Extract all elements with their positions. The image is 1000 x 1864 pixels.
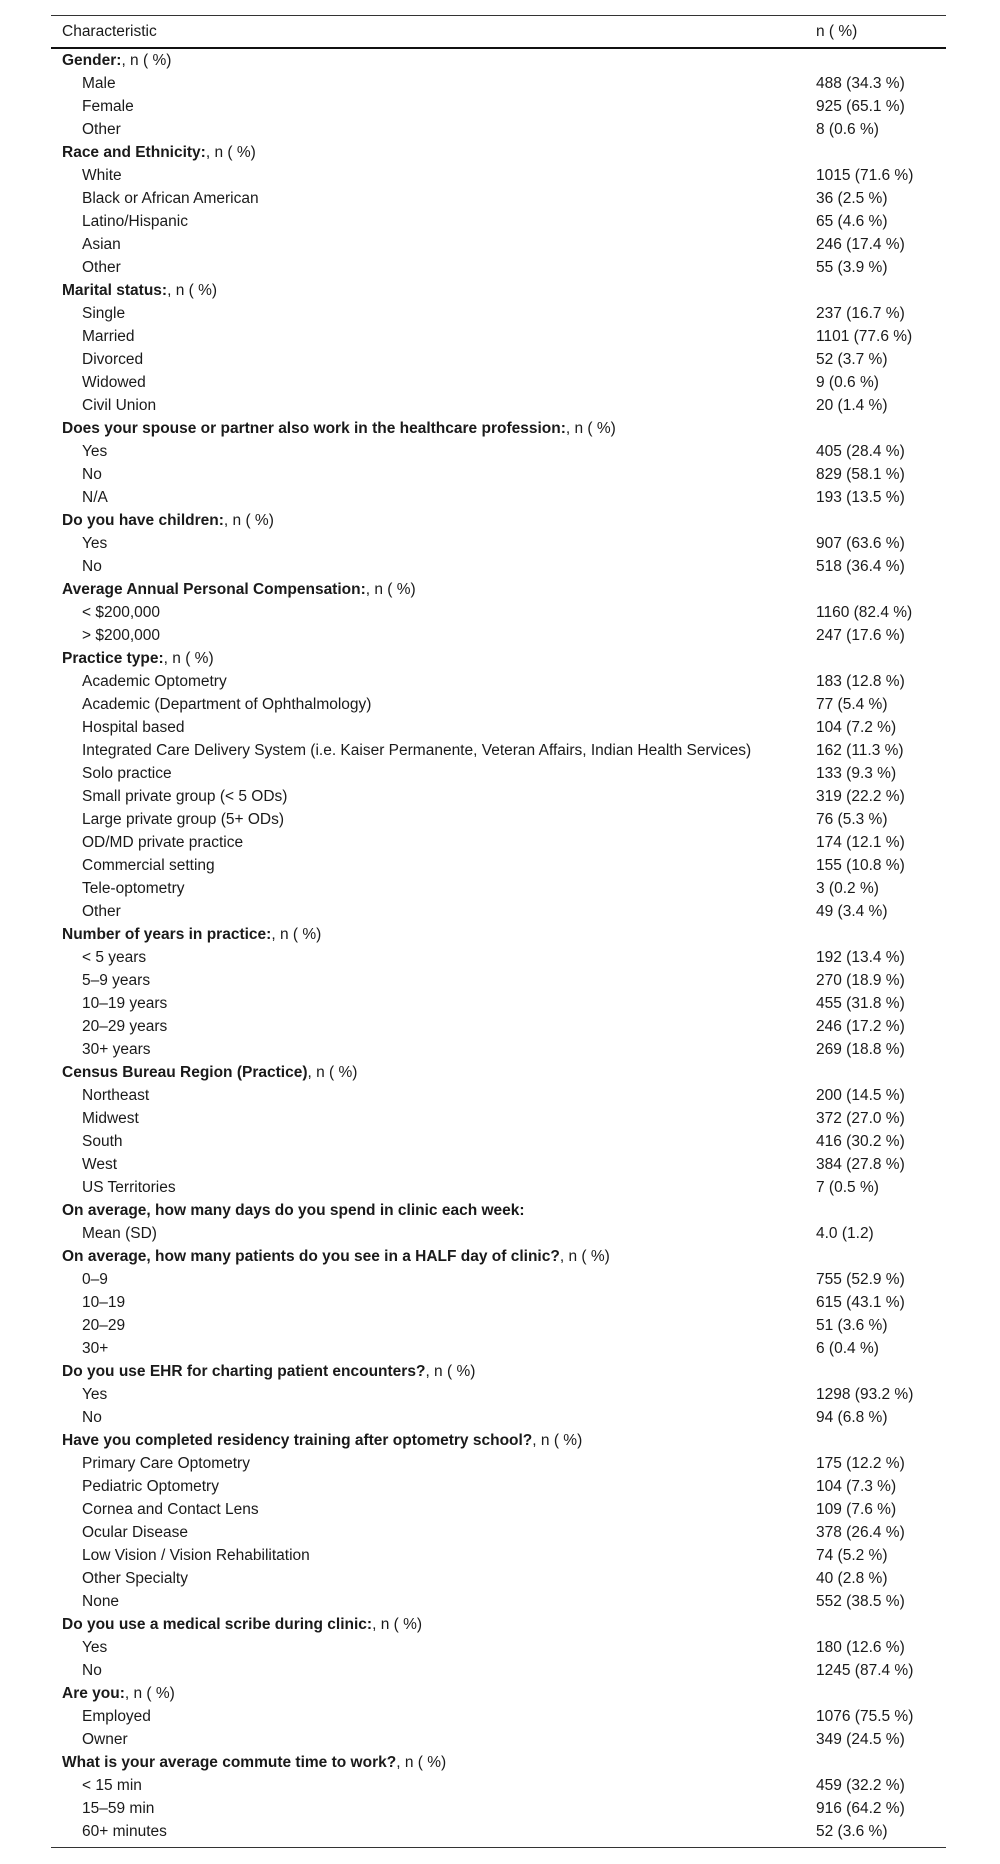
row-label: Male (82, 75, 116, 92)
table-row (51, 486, 946, 509)
section-title-cell (51, 141, 811, 164)
table-row (51, 1728, 946, 1751)
section-title-cell (51, 417, 811, 440)
table-row (51, 1521, 946, 1544)
row-value: 378 (26.4 %) (816, 1524, 905, 1541)
section-header-row (51, 1199, 946, 1222)
table-row (51, 1222, 946, 1245)
section-title-cell (51, 1061, 811, 1084)
section-header-row (51, 509, 946, 532)
table-row (51, 1567, 946, 1590)
row-value: 36 (2.5 %) (816, 190, 888, 207)
table-row (51, 1636, 946, 1659)
row-label: Owner (82, 1731, 128, 1748)
row-label: OD/MD private practice (82, 834, 244, 851)
table-row (51, 900, 946, 923)
row-label: Solo practice (82, 765, 172, 782)
row-label: Yes (82, 535, 108, 552)
row-label: Other (82, 259, 121, 276)
table-row (51, 1337, 946, 1360)
row-label: < 5 years (82, 949, 147, 966)
section-title: Marital status: (62, 282, 168, 299)
section-title: Census Bureau Region (Practice) (62, 1064, 308, 1081)
row-value: 455 (31.8 %) (816, 995, 905, 1012)
section-title: Do you have children: (62, 512, 224, 529)
section-title: Number of years in practice: (62, 926, 272, 943)
row-value: 405 (28.4 %) (816, 443, 905, 460)
table-row (51, 1015, 946, 1038)
section-header-row (51, 141, 946, 164)
table-row (51, 463, 946, 486)
table-row (51, 1820, 946, 1843)
row-value: 77 (5.4 %) (816, 696, 888, 713)
section-suffix: , n ( %) (559, 1248, 610, 1265)
header-characteristic: Characteristic (62, 22, 157, 40)
row-value: 65 (4.6 %) (816, 213, 888, 230)
row-value: 552 (38.5 %) (816, 1593, 905, 1610)
section-title-cell (51, 49, 811, 72)
table-row (51, 1544, 946, 1567)
table-row (51, 831, 946, 854)
table-row (51, 325, 946, 348)
row-label: 30+ years (82, 1041, 151, 1058)
row-value: 1101 (77.6 %) (816, 328, 913, 345)
row-label: 10–19 years (82, 995, 168, 1012)
row-label: Married (82, 328, 135, 345)
table-row (51, 1314, 946, 1337)
section-title-cell (51, 1245, 811, 1268)
section-header-row (51, 1245, 946, 1268)
row-value: 6 (0.4 %) (816, 1340, 879, 1357)
section-title-cell (51, 279, 811, 302)
row-value: 183 (12.8 %) (816, 673, 905, 690)
table-row (51, 1038, 946, 1061)
section-title: On average, how many days do you spend in clinic each week: (62, 1202, 525, 1219)
table-row (51, 1383, 946, 1406)
row-value: 4.0 (1.2) (816, 1225, 874, 1242)
row-value: 133 (9.3 %) (816, 765, 897, 782)
row-value: 200 (14.5 %) (816, 1087, 905, 1104)
section-title-cell (51, 1682, 811, 1705)
row-value: 755 (52.9 %) (816, 1271, 905, 1288)
section-suffix: , n ( %) (365, 581, 416, 598)
table-row (51, 1590, 946, 1613)
table-row (51, 1107, 946, 1130)
row-value: 76 (5.3 %) (816, 811, 888, 828)
row-label: Large private group (5+ ODs) (82, 811, 285, 828)
row-value: 488 (34.3 %) (816, 75, 905, 92)
section-title: Do you use EHR for charting patient encounters? (62, 1363, 426, 1380)
row-label: 30+ (82, 1340, 109, 1357)
table-row (51, 440, 946, 463)
table-row (51, 233, 946, 256)
row-label: Cornea and Contact Lens (82, 1501, 259, 1518)
row-label: US Territories (82, 1179, 176, 1196)
section-header-row (51, 923, 946, 946)
row-label: South (82, 1133, 123, 1150)
table-row (51, 1084, 946, 1107)
row-value: 907 (63.6 %) (816, 535, 905, 552)
row-label: Northeast (82, 1087, 150, 1104)
table-row (51, 1774, 946, 1797)
table-row (51, 946, 946, 969)
row-value: 1015 (71.6 %) (816, 167, 914, 184)
row-value: 49 (3.4 %) (816, 903, 888, 920)
row-label: West (82, 1156, 118, 1173)
row-value: 109 (7.6 %) (816, 1501, 897, 1518)
table-header (51, 16, 946, 49)
row-value: 3 (0.2 %) (816, 880, 879, 897)
row-label: Midwest (82, 1110, 139, 1127)
row-label: Female (82, 98, 134, 115)
row-value: 269 (18.8 %) (816, 1041, 905, 1058)
row-value: 55 (3.9 %) (816, 259, 888, 276)
row-label: Other (82, 903, 121, 920)
row-label: Civil Union (82, 397, 157, 414)
row-label: Other Specialty (82, 1570, 188, 1587)
section-suffix: , n ( %) (565, 420, 616, 437)
section-title: Practice type: (62, 650, 164, 667)
table-row (51, 716, 946, 739)
row-label: Single (82, 305, 126, 322)
row-label: No (82, 1409, 102, 1426)
table-row (51, 1452, 946, 1475)
row-value: 247 (17.6 %) (816, 627, 905, 644)
row-value: 104 (7.2 %) (816, 719, 897, 736)
table-row (51, 1659, 946, 1682)
section-header-row (51, 1360, 946, 1383)
section-header-row (51, 1751, 946, 1774)
table-row (51, 1153, 946, 1176)
row-value: 349 (24.5 %) (816, 1731, 905, 1748)
row-label: 20–29 years (82, 1018, 168, 1035)
row-label: Tele-optometry (82, 880, 185, 897)
table-row (51, 118, 946, 141)
table-row (51, 1705, 946, 1728)
table-row (51, 72, 946, 95)
row-value: 615 (43.1 %) (816, 1294, 905, 1311)
row-label: 20–29 (82, 1317, 126, 1334)
section-title-cell (51, 1613, 811, 1636)
table-row (51, 1291, 946, 1314)
table-row (51, 969, 946, 992)
row-value: 925 (65.1 %) (816, 98, 905, 115)
table-row (51, 693, 946, 716)
characteristics-table (51, 15, 946, 1848)
table-row (51, 785, 946, 808)
section-title-cell (51, 1429, 811, 1452)
row-label: Commercial setting (82, 857, 215, 874)
table-row (51, 1176, 946, 1199)
row-value: 9 (0.6 %) (816, 374, 879, 391)
row-value: 270 (18.9 %) (816, 972, 905, 989)
row-value: 180 (12.6 %) (816, 1639, 905, 1656)
section-suffix: , n ( %) (372, 1616, 423, 1633)
row-label: No (82, 558, 102, 575)
table-row (51, 532, 946, 555)
row-label: No (82, 466, 102, 483)
row-value: 175 (12.2 %) (816, 1455, 905, 1472)
row-label: 10–19 (82, 1294, 126, 1311)
row-label: Employed (82, 1708, 151, 1725)
section-title: Does your spouse or partner also work in the healthcare profession: (62, 420, 566, 437)
row-value: 162 (11.3 %) (816, 742, 904, 759)
section-header-row (51, 49, 946, 72)
row-label: Mean (SD) (82, 1225, 157, 1242)
section-header-row (51, 1429, 946, 1452)
row-value: 51 (3.6 %) (816, 1317, 888, 1334)
table-row (51, 739, 946, 762)
row-label: < $200,000 (82, 604, 161, 621)
section-suffix: , n ( %) (167, 282, 218, 299)
table-row (51, 1130, 946, 1153)
row-label: > $200,000 (82, 627, 161, 644)
section-suffix: , n ( %) (223, 512, 274, 529)
row-label: Academic (Department of Ophthalmology) (82, 696, 372, 713)
row-label: Yes (82, 1639, 108, 1656)
section-title: Do you use a medical scribe during clinic: (62, 1616, 373, 1633)
table-row (51, 624, 946, 647)
row-label: Latino/Hispanic (82, 213, 188, 230)
header-value: n ( %) (816, 22, 858, 40)
row-value: 1298 (93.2 %) (816, 1386, 914, 1403)
row-label: Integrated Care Delivery System (i.e. Kaiser Permanente, Veteran Affairs, Indian Health Services) (82, 742, 752, 759)
row-label: Black or African American (82, 190, 259, 207)
row-value: 237 (16.7 %) (816, 305, 905, 322)
row-value: 372 (27.0 %) (816, 1110, 905, 1127)
table-row (51, 256, 946, 279)
row-label: 5–9 years (82, 972, 151, 989)
row-value: 1160 (82.4 %) (816, 604, 913, 621)
section-suffix: , n ( %) (425, 1363, 476, 1380)
row-label: Widowed (82, 374, 146, 391)
section-title-cell (51, 923, 811, 946)
section-suffix: , n ( %) (124, 1685, 175, 1702)
table-row (51, 187, 946, 210)
row-label: Primary Care Optometry (82, 1455, 250, 1472)
row-value: 1245 (87.4 %) (816, 1662, 914, 1679)
section-title-cell (51, 1751, 811, 1774)
section-suffix: , n ( %) (396, 1754, 447, 1771)
section-title-cell (51, 1360, 811, 1383)
row-value: 416 (30.2 %) (816, 1133, 905, 1150)
row-value: 20 (1.4 %) (816, 397, 888, 414)
table-row (51, 371, 946, 394)
row-label: Academic Optometry (82, 673, 227, 690)
row-value: 916 (64.2 %) (816, 1800, 905, 1817)
section-title-cell (51, 509, 811, 532)
section-suffix: , n ( %) (121, 52, 172, 69)
section-suffix: , n ( %) (271, 926, 322, 943)
row-label: Hospital based (82, 719, 185, 736)
row-value: 518 (36.4 %) (816, 558, 905, 575)
row-value: 155 (10.8 %) (816, 857, 905, 874)
row-label: N/A (82, 489, 108, 506)
section-header-row (51, 647, 946, 670)
row-value: 52 (3.7 %) (816, 351, 888, 368)
row-value: 7 (0.5 %) (816, 1179, 879, 1196)
section-title: Gender: (62, 52, 122, 69)
row-label: 15–59 min (82, 1800, 155, 1817)
section-header-row (51, 417, 946, 440)
row-label: Other (82, 121, 121, 138)
table-row (51, 210, 946, 233)
row-label: Asian (82, 236, 121, 253)
table-row (51, 762, 946, 785)
table-row (51, 348, 946, 371)
table-row (51, 670, 946, 693)
row-value: 40 (2.8 %) (816, 1570, 888, 1587)
table-row (51, 877, 946, 900)
section-header-row (51, 1061, 946, 1084)
row-value: 52 (3.6 %) (816, 1823, 888, 1840)
section-title: What is your average commute time to work? (62, 1754, 397, 1771)
table-row (51, 555, 946, 578)
row-label: White (82, 167, 122, 184)
row-value: 246 (17.2 %) (816, 1018, 905, 1035)
row-label: Yes (82, 1386, 108, 1403)
row-label: Ocular Disease (82, 1524, 188, 1541)
table-row (51, 164, 946, 187)
row-label: Divorced (82, 351, 144, 368)
row-label: < 15 min (82, 1777, 142, 1794)
section-suffix: , n ( %) (205, 144, 256, 161)
table-row (51, 1475, 946, 1498)
table-body (51, 49, 946, 1847)
table-row (51, 1498, 946, 1521)
row-label: 60+ minutes (82, 1823, 167, 1840)
row-label: Small private group (< 5 ODs) (82, 788, 288, 805)
section-title: Average Annual Personal Compensation: (62, 581, 366, 598)
table-row (51, 1406, 946, 1429)
table-row (51, 854, 946, 877)
row-label: Yes (82, 443, 108, 460)
section-suffix: , n ( %) (532, 1432, 583, 1449)
row-value: 1076 (75.5 %) (816, 1708, 914, 1725)
row-label: Pediatric Optometry (82, 1478, 219, 1495)
table-row (51, 1268, 946, 1291)
table-row (51, 1797, 946, 1820)
section-header-row (51, 1613, 946, 1636)
row-value: 8 (0.6 %) (816, 121, 879, 138)
row-value: 384 (27.8 %) (816, 1156, 905, 1173)
section-title-cell (51, 578, 811, 601)
row-value: 74 (5.2 %) (816, 1547, 888, 1564)
section-title: Are you: (62, 1685, 125, 1702)
section-title-cell (51, 647, 811, 670)
table-row (51, 394, 946, 417)
row-value: 193 (13.5 %) (816, 489, 905, 506)
row-value: 174 (12.1 %) (816, 834, 905, 851)
section-suffix: , n ( %) (307, 1064, 358, 1081)
section-title: Have you completed residency training after optometry school? (62, 1432, 533, 1449)
row-value: 246 (17.4 %) (816, 236, 905, 253)
section-header-row (51, 578, 946, 601)
section-title-cell (51, 1199, 811, 1222)
row-label: Low Vision / Vision Rehabilitation (82, 1547, 310, 1564)
row-label: 0–9 (82, 1271, 108, 1288)
row-value: 459 (32.2 %) (816, 1777, 905, 1794)
section-header-row (51, 279, 946, 302)
section-title: Race and Ethnicity: (62, 144, 206, 161)
section-title: On average, how many patients do you see in a HALF day of clinic? (62, 1248, 560, 1265)
table-row (51, 808, 946, 831)
table-row (51, 601, 946, 624)
table-row (51, 302, 946, 325)
row-value: 829 (58.1 %) (816, 466, 905, 483)
row-value: 104 (7.3 %) (816, 1478, 897, 1495)
row-value: 94 (6.8 %) (816, 1409, 888, 1426)
table-row (51, 992, 946, 1015)
section-suffix: , n ( %) (163, 650, 214, 667)
row-value: 319 (22.2 %) (816, 788, 905, 805)
row-label: No (82, 1662, 102, 1679)
row-label: None (82, 1593, 120, 1610)
row-value: 192 (13.4 %) (816, 949, 905, 966)
table-row (51, 95, 946, 118)
section-header-row (51, 1682, 946, 1705)
